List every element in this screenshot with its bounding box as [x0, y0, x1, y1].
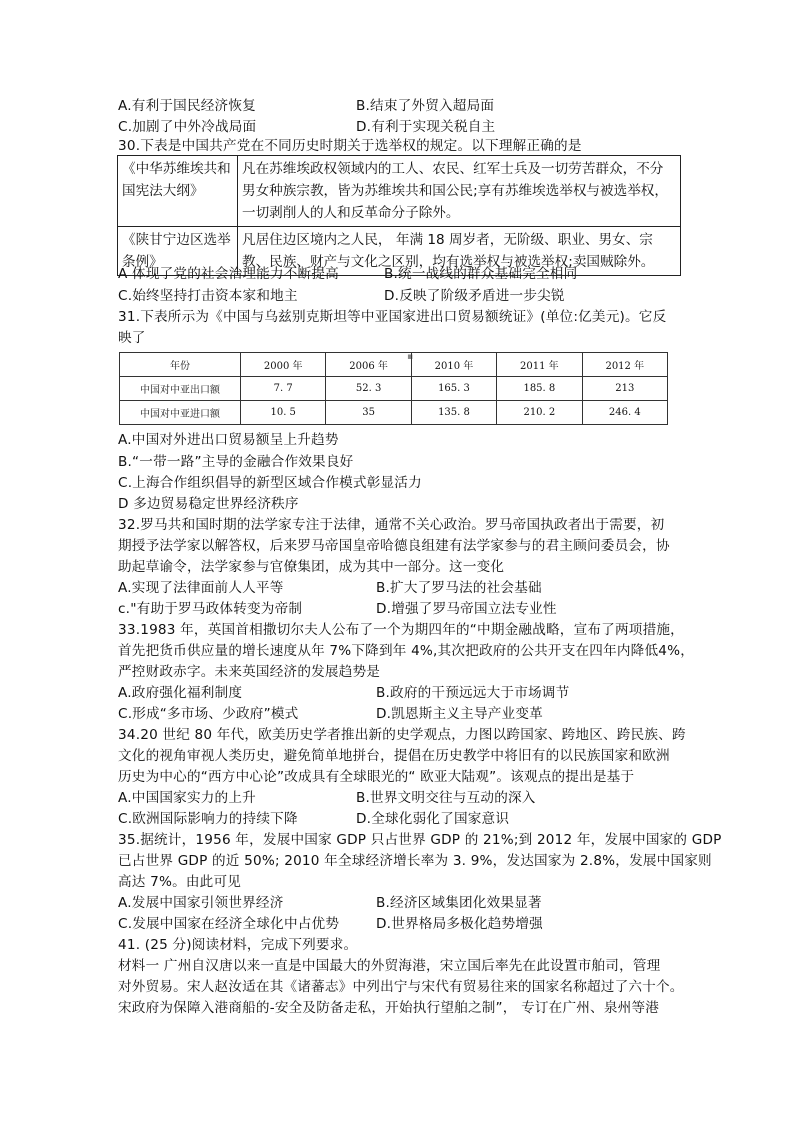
table-cell: 2011 年: [497, 353, 582, 377]
q32-stem-line1: 32.罗马共和国时期的法学家专注于法律，通常不关心政治。罗马帝国执政者出于需要，初: [118, 517, 665, 533]
q30-option-c: C.始终坚持打击资本家和地主: [118, 288, 298, 304]
q35-option-c: C.发展中国家在经济全球化中占优势: [118, 916, 340, 932]
table-cell: 7. 7: [241, 377, 326, 401]
q34-option-b: B.世界文明交往与互动的深入: [356, 790, 536, 806]
q31-option-b: B.“一带一路”主导的金融合作效果良好: [118, 454, 354, 470]
table-cell: 2006 年: [326, 353, 411, 377]
table-cell: 中国对中亚进口额: [120, 401, 241, 425]
q35-option-a: A.发展中国家引领世界经济: [118, 895, 284, 911]
q33-option-c: C.形成“多市场、少政府”模式: [118, 706, 299, 722]
table-cell: 2012 年: [582, 353, 667, 377]
q33-stem-line2: 首先把货币供应量的增长速度从年 7%下降到年 4%,其次把政府的公共开支在四年内降低4%，: [118, 643, 695, 659]
q30-stem: 30.下表是中国共产党在不同历史时期关于选举权的规定。以下理解正确的是: [118, 138, 582, 154]
table-cell: 165. 3: [411, 377, 496, 401]
table-cell: 2010 年: [411, 353, 496, 377]
q31-stem-line2: 映了: [118, 330, 146, 346]
table-cell: 2000 年: [241, 353, 326, 377]
table-cell: 185. 8: [497, 377, 582, 401]
q35-stem-line2: 已占世界 GDP 的近 50%; 2010 年全球经济增长率为 3. 9%，发达国家为 2.8%，发展中国家则: [118, 853, 712, 869]
q34-option-d: D.全球化弱化了国家意识: [356, 811, 510, 827]
table-cell: 年份: [120, 353, 241, 377]
q34-stem-line2: 文化的视角审视人类历史，避免简单地拼台，提倡在历史教学中将旧有的以民族国家和欧洲: [118, 748, 670, 764]
q32-option-b: B.扩大了罗马法的社会基础: [376, 580, 542, 596]
q32-option-d: D.增强了罗马帝国立法专业性: [376, 601, 557, 617]
q29-option-c: C.加剧了中外冷战局面: [118, 119, 257, 135]
q33-option-a: A.政府强化福利制度: [118, 685, 243, 701]
table-cell: 210. 2: [497, 401, 582, 425]
q30-row2-name: 《陕甘宁边区选举条例》: [118, 227, 238, 276]
q31-option-a: A.中国对外进出口贸易额呈上升趋势: [118, 432, 339, 448]
table-cell: 246. 4: [582, 401, 667, 425]
q33-option-d: D.凯恩斯主义主导产业变革: [376, 706, 543, 722]
q35-stem-line3: 高达 7%。由此可见: [118, 874, 242, 890]
q33-option-b: B.政府的干预远远大于市场调节: [376, 685, 570, 701]
q32-option-a: A.实现了法律面前人人平等: [118, 580, 284, 596]
q31-stem-line1: 31.下表所示为《中国与乌兹别克斯坦等中亚国家进出口贸易额统证》(单位:亿美元)。它反: [118, 309, 667, 325]
table-cell: 35: [326, 401, 411, 425]
table-cell: 中国对中亚出口额: [120, 377, 241, 401]
q29-option-d: D.有利于实现关税自主: [356, 119, 496, 135]
q34-stem-line1: 34.20 世纪 80 年代，欧美历史学者推出新的史学观点，力图以跨国家、跨地区、跨民族、跨: [118, 727, 686, 743]
q41-stem: 41. (25 分)阅读材料，完成下列要求。: [118, 937, 358, 953]
table-cell: 10. 5: [241, 401, 326, 425]
q41-material-line2: 对外贸易。宋人赵汝适在其《诸蕃志》中列出宁与宋代有贸易往来的国家名称超过了六十个。: [118, 979, 684, 995]
q31-option-d: D 多边贸易稳定世界经济秩序: [118, 496, 299, 512]
q41-material-line1: 材料一 广州自汉唐以来一直是中国最大的外贸海港，宋立国后率先在此设置市舶司，管理: [118, 958, 661, 974]
q30-row2-text: 凡居住边区境内之人民， 年满 18 周岁者，无阶级、职业、男女、宗教、民族、财产与文化之区别，均有选举权与被选举权;卖国贼除外。: [238, 227, 681, 276]
table-row: [118, 156, 681, 227]
table-row: [120, 401, 668, 425]
q35-option-d: D.世界格局多极化趋势增强: [376, 916, 543, 932]
q31-option-c: C.上海合作组织倡导的新型区域合作模式彰显活力: [118, 475, 422, 491]
q35-stem-line1: 35.据统计，1956 年，发展中国家 GDP 只占世界 GDP 的 21%;到 2012 年，发展中国家的 GDP: [118, 832, 722, 848]
q30-option-d: D.反映了阶级矛盾进一步尖锐: [384, 288, 565, 304]
q29-option-b: B.结束了外贸入超局面: [356, 98, 495, 114]
q41-material-line3: 宋政府为保障入港商船的-安全及防备走私，开始执行望舶之制”， 专订在广州、泉州等港: [118, 1000, 660, 1016]
q30-option-b: B.统一战线的群众基础完全相同: [384, 266, 578, 282]
q32-stem-line2: 期授予法学家以解答权，后来罗马帝国皇帝哈德良组建有法学家参与的君主顾问委员会，协: [118, 538, 670, 554]
q33-stem-line3: 严控财政赤字。未来英国经济的发展趋势是: [118, 664, 381, 680]
q34-option-c: C.欧洲国际影响力的持续下降: [118, 811, 298, 827]
q32-stem-line3: 助起草谕令，法学家参与官僚集团，成为其中一部分。这一变化: [118, 559, 505, 575]
q29-option-a: A.有利于国民经济恢复: [118, 98, 256, 114]
table-cell: 213: [582, 377, 667, 401]
q30-row1-text: 凡在苏维埃政权领域内的工人、农民、红军士兵及一切劳苦群众，不分男女种族宗教，皆为苏维埃共和国公民;享有苏维埃选举权与被选举权，一切剥削人的人和反革命分子除外。: [238, 156, 681, 227]
q34-option-a: A.中国国家实力的上升: [118, 790, 256, 806]
table-row: [120, 377, 668, 401]
q31-trade-table: [119, 352, 668, 425]
q35-option-b: B.经济区域集团化效果显著: [376, 895, 542, 911]
q32-option-c: c."有助于罗马政体转变为帝制: [118, 601, 303, 617]
q30-table: [117, 155, 681, 276]
table-mark: ▪: [407, 352, 414, 362]
q30-option-a: A 体现了党的社会治理能力不断提高: [118, 266, 339, 282]
table-cell: 52. 3: [326, 377, 411, 401]
q33-stem-line1: 33.1983 年，英国首相撒切尔夫人公布了一个为期四年的“中期金融战略，宣布了两项措施，: [118, 622, 684, 638]
table-cell: 135. 8: [411, 401, 496, 425]
q30-row1-name: 《中华苏维埃共和国宪法大纲》: [118, 156, 238, 227]
q34-stem-line3: 历史为中心的“西方中心论”改成具有全球眼光的“ 欧亚大陆观”。该观点的提出是基于: [118, 769, 635, 785]
table-row: [120, 353, 668, 377]
